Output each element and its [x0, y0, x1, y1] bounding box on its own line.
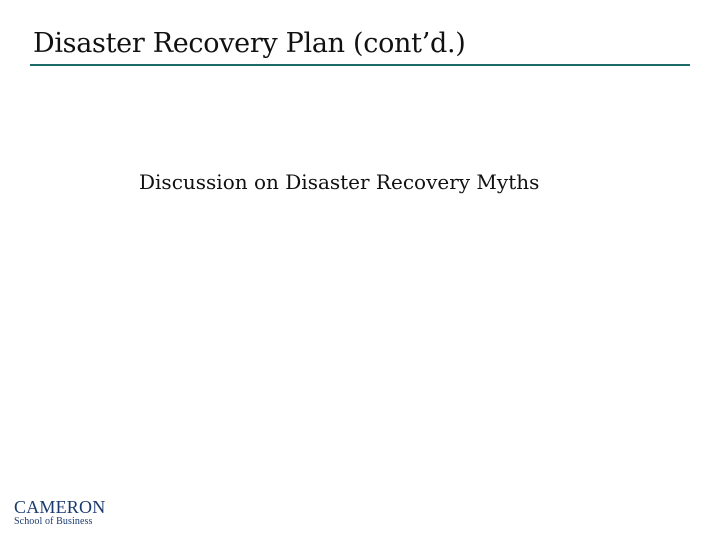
logo-school: School of Business: [14, 516, 93, 527]
cameron-logo: [14, 498, 124, 528]
title-divider: [30, 64, 690, 66]
logo-name: CAMERON: [14, 497, 106, 517]
slide-title: Disaster Recovery Plan (cont’d.): [33, 28, 466, 59]
slide-body-text: Discussion on Disaster Recovery Myths: [139, 170, 540, 194]
